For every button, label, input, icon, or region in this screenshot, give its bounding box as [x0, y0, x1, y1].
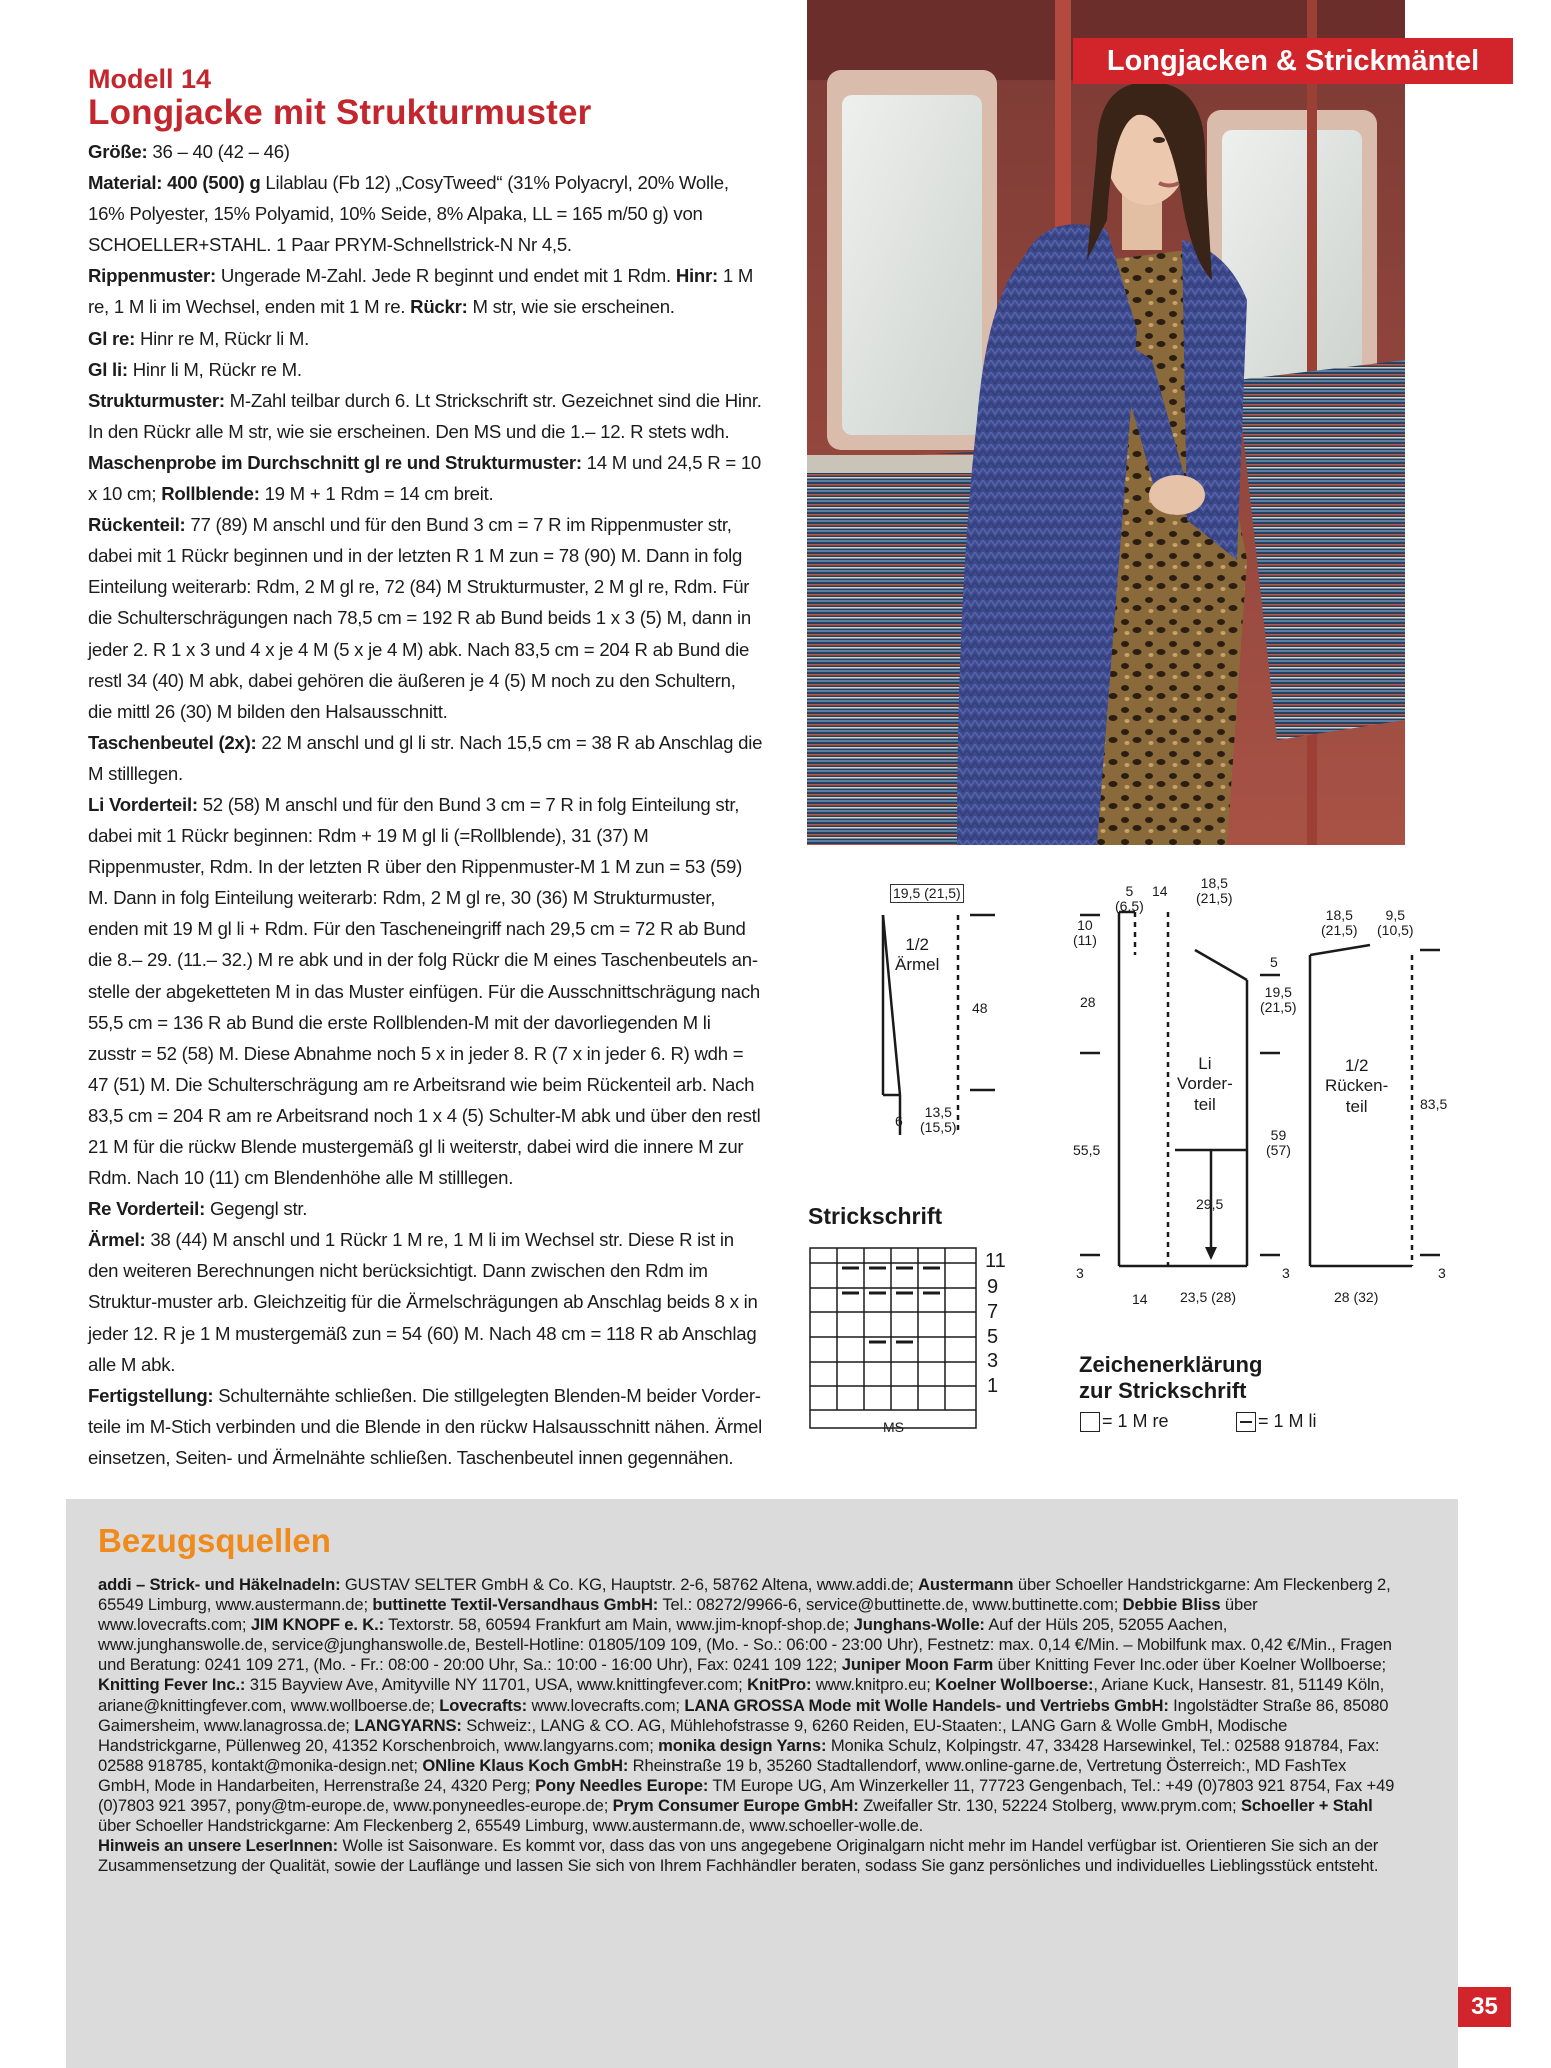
front-right-5: 5 [1270, 954, 1278, 970]
supplier-name: Pony Needles Europe: [535, 1775, 709, 1795]
supplier-details: TM Europe UG, Am Winzerkeller 11, 77723 Gengenbach, Tel.: +49 (0)7803 921 8754, Fax +49 (0)7803 921 3957, pony@tm-europe.de, www.ponyneedles-europe.de; [98, 1775, 1395, 1816]
front-piece-label: Li Vorder- teil [1177, 1054, 1233, 1114]
instruction-text: 19 M + 1 Rdm = 14 cm breit. [259, 483, 494, 505]
front-collar: 10 (11) [1073, 917, 1097, 949]
page-title: Longjacke mit Strukturmuster [88, 93, 592, 132]
instruction-text: Hinr re M, Rückr li M. [135, 327, 310, 349]
instruction-text: 38 (44) M anschl und 1 Rückr 1 M re, 1 M li im Wechsel str. Diese R ist in den weiteren Berechnungen nicht berücksichtigt. Dann zwischen den Rdm im Struktur-muster arb. Gleichzeitig für die Ärmelschrägungen ab Anschlag beids 8 x in jeder 12. R je 1 M mustergemäß zun = 54 (60) M. Nach 48 cm = 118 R ab Anschlag alle M abk. [88, 1229, 758, 1375]
instruction-label: Maschenprobe im Durchschnitt gl re und Strukturmuster: [88, 451, 582, 473]
supplier-details: Zweifaller Str. 130, 52224 Stolberg, www.prym.com; [858, 1796, 1241, 1816]
instruction-text: M-Zahl teilbar durch 6. Lt Strickschrift str. Gezeichnet sind die Hinr. In den Rückr alle M str, wie sie erscheinen. Den MS und die 1.– 12. R stets wdh. [88, 389, 762, 442]
sources-heading: Bezugsquellen [98, 1522, 331, 1559]
supplier-details: Rheinstraße 19 b, 35260 Stadtallendorf, www.online-garne.de, Vertretung Österreich:, MD FashTex GmbH, Mode in Handarbeiten, Herrenstraße 24, 4320 Perg; [98, 1755, 1347, 1795]
supplier-details: GUSTAV SELTER GmbH & Co. KG, Hauptstr. 2-6, 58762 Altena, www.addi.de; [340, 1575, 919, 1594]
instruction-text: 52 (58) M anschl und für den Bund 3 cm = 7 R in folg Einteilung str, dabei mit 1 Rückr beginnen: Rdm + 19 M gl li (=Rollblende), 31 (37) M Rippenmuster, Rdm. In der letzten R über den Rippenmuster-M 1 M zun = 53 (59) M. Dann in folg Einteilung weiterarb: Rdm, 2 M gl re, 30 (36) M Strukturmuster, enden mit 19 M gl li + Rdm. Für den Tascheneingriff nach 29,5 cm = 72 R ab Bund die 8.– 29. (11.– 32.) M re abk und in der folg Rückr die M eines Taschenbeutels an-stelle der abgeketteten M in das Muster einfügen. Für die Ausschnittschrägung nach 55,5 cm = 136 R ab Bund die erste Rollblenden-M mit der davorliegenden M li zusstr = 52 (58) M. Diese Abnahme noch 5 x in jeder 8. R (7 x in jeder 6. R) wdh = 47 (51) M. Die Schulterschrägung am re Arbeitsrand wie beim Rückenteil arb. Nach 83,5 cm = 204 R am re Arbeitsrand noch 1 x 4 (5) Schulter-M abk und über den restl 21 M für die rückw Blende mustergemäß gl li weiterstr, dabei wird die innere M zur Rdm. Nach 10 (11) cm Blendenhöhe alle M stilllegen. [88, 793, 761, 1189]
supplier-details: Schweiz:, LANG & CO. AG, Mühlehofstrasse 9, 6260 Reiden, EU-Staaten:, LANG Garn & Wolle GmbH, Modische Handstrickgarne, Püllenweg 20, 41352 Korschenbroich, www.langyarns.com; [98, 1715, 1288, 1755]
page-number: 35 [1458, 1987, 1511, 2027]
category-banner: Longjacken & Strickmäntel [1073, 38, 1513, 84]
instruction-text: 1 M re, 1 M li im Wechsel, enden mit 1 M re. [88, 265, 754, 318]
supplier-name: Austermann [918, 1575, 1014, 1594]
back-rib: 3 [1438, 1265, 1446, 1281]
front-rib-right: 3 [1282, 1265, 1290, 1281]
front-pocket-height: 29,5 [1196, 1196, 1224, 1212]
supplier-name: KnitPro: [747, 1675, 812, 1695]
supplier-details: , Ariane Kuck, Hansestr. 81, 51149 Köln, ariane@knittingfever.com, www.wollboerse.de; [98, 1675, 1385, 1715]
back-height: 83,5 [1420, 1096, 1448, 1112]
instruction-text: 22 M anschl und gl li str. Nach 15,5 cm = 38 R ab Anschlag die M stilllegen. [88, 731, 763, 784]
photo-woman-in-train-wearing-cardigan [807, 0, 1405, 845]
legend-purl: = 1 M li [1236, 1411, 1317, 1432]
supplier-details: 315 Bayview Ave, Amityville NY 11701, USA, www.knittingfever.com; [245, 1675, 748, 1695]
instruction-text: 77 (89) M anschl und für den Bund 3 cm = 7 R im Rippenmuster str, dabei mit 1 Rückr beginnen und in der letzten R 1 M zun = 78 (90) M. Dann in folg Einteilung weiterarb: Rdm, 2 M gl re, 72 (84) M Strukturmuster, 2 M gl re, Rdm. Für die Schulterschrägungen nach 78,5 cm = 192 R ab Bund beids 1 x 3 (5) M, dann in jeder 2. R 1 x 3 und 4 x je 4 M (5 x je 4 M) abk. Nach 83,5 cm = 204 R ab Bund die restl 34 (40) M abk, dabei gehören die äußeren je 4 (5) M noch zu den Schultern, die mittl 26 (30) M bilden den Halsausschnitt. [88, 514, 751, 722]
supplier-name: Junghans-Wolle: [853, 1615, 985, 1635]
back-bottom: 28 (32) [1334, 1289, 1379, 1305]
sleeve-bottom-width: 13,5 (15,5) [920, 1104, 957, 1136]
chart-repeat-label: MS [883, 1419, 904, 1435]
instruction-label: Li Vorderteil: [88, 793, 198, 815]
instruction-label: Hinr: [675, 265, 718, 287]
supplier-name: Schoeller + Stahl [1240, 1796, 1373, 1816]
supplier-name: LANA GROSSA Mode mit Wolle Handels- und Vertriebs GmbH: [684, 1695, 1169, 1715]
instruction-label: Ärmel: [88, 1229, 146, 1251]
instruction-label: Rückenteil: [88, 514, 186, 536]
supplier-details: über Schoeller Handstrickgarne: Am Fleckenberg 2, 65549 Limburg, www.austermann.de, www.schoeller-wolle.de. [98, 1816, 924, 1836]
instruction-label: Material: 400 (500) g [88, 172, 261, 194]
supplier-name: buttinette Textil-Versandhaus GmbH: [372, 1595, 659, 1615]
supplier-name: Prym Consumer Europe GmbH: [612, 1796, 859, 1816]
instruction-text: Gegengl str. [205, 1198, 308, 1220]
notice-text: Wolle ist Saisonware. Es kommt vor, dass das von uns angegebene Originalgarn nicht mehr im Handel verfügbar ist. Orientieren Sie sich an der Zusammensetzung der Qualität, sowie der Lauflänge und lassen Sie sich von Ihrem Fachhändler beraten, sodass Sie ganz persönliches und individuelles Lieblingsstück entsteht. [98, 1836, 1379, 1876]
chart-row-number: 7 [987, 1301, 999, 1323]
sleeve-cuff: 6 [895, 1113, 903, 1129]
supplier-details: www.lovecrafts.com; [527, 1695, 685, 1715]
supplier-details: www.knitpro.eu; [811, 1675, 936, 1695]
front-rib: 3 [1076, 1265, 1084, 1281]
supplier-details: über Schoeller Handstrickgarne: Am Fleckenberg 2, 65549 Limburg, www.austermann.de; [98, 1575, 1391, 1615]
instruction-label: Rückr: [410, 296, 468, 318]
supplier-name: Knitting Fever Inc.: [98, 1675, 246, 1695]
front-bottom-b: 23,5 (28) [1180, 1289, 1237, 1305]
supplier-name: monika design Yarns: [658, 1735, 827, 1755]
instruction-text: 14 M und 24,5 R = 10 x 10 cm; [88, 451, 762, 505]
instruction-text: Schulternähte schließen. Die stillgelegten Blenden-M beider Vorder-teile im M-Stich verbinden und die Blende in den rückw Halsausschnitt nähen. Ärmel einsetzen, Seiten- und Ärmelnähte schließen. Taschenbeutel innen gegennähen. [88, 1384, 763, 1468]
instruction-label: Größe: [88, 141, 148, 162]
knitting-chart-grid [810, 1248, 976, 1428]
front-bottom-a: 14 [1132, 1291, 1148, 1307]
sleeve-top-width: 19,5 (21,5) [890, 884, 964, 903]
back-top-b: 9,5 (10,5) [1377, 907, 1414, 939]
instruction-label: Re Vorderteil: [88, 1198, 206, 1220]
legend-knit: = 1 M re [1080, 1411, 1169, 1432]
chart-row-number: 5 [987, 1326, 999, 1348]
sleeve-length: 48 [972, 1000, 988, 1016]
supplier-details: Monika Schulz, Kolpingstr. 47, 33428 Harsewinkel, Tel.: 02588 918784, Fax: 02588 918785, kontakt@monika-design.net; [98, 1735, 1380, 1775]
empty-square-icon [1080, 1412, 1100, 1432]
dash-square-icon [1236, 1412, 1256, 1432]
front-total: 59 (57) [1266, 1127, 1291, 1159]
front-shoulder-a: 5 (6,5) [1115, 883, 1144, 915]
supplier-name: Debbie Bliss [1122, 1595, 1221, 1615]
supplier-details: Tel.: 08272/9966-6, service@buttinette.de, www.buttinette.com; [658, 1595, 1123, 1615]
supplier-details: über Knitting Fever Inc.oder über Koelner Wollboerse; [993, 1655, 1386, 1675]
supplier-details: Auf der Hüls 205, 52055 Aachen, www.junghanswolle.de, service@junghanswolle.de, Bestell-Hotline: 01805/109 109, (Mo. - So.: 06:00 - 23:00 Uhr), Festnetz: max. 0,14 €/Min. – Mobilfunk max. 0,42 €/Min., Fragen und Beratung: 0241 109 271, (Mo. - Fr.: 08:00 - 20:00 Uhr, Sa.: 10:00 - 16:00 Uhr), Fax: 0241 109 122; [98, 1615, 1392, 1675]
chart-row-number: 1 [987, 1375, 999, 1397]
back-top-a: 18,5 (21,5) [1321, 907, 1358, 939]
model-photo [807, 0, 1405, 845]
notice-label: Hinweis an unsere LeserInnen: [98, 1836, 339, 1856]
instruction-text: Lilablau (Fb 12) „CosyTweed“ (31% Polyacryl, 20% Wolle, 16% Polyester, 15% Polyamid, 10% Seide, 8% Alpaka, LL = 165 m/50 g) von SCHOELLER+STAHL. 1 Paar PRYM-Schnellstrick-N Nr 4,5. [88, 172, 729, 256]
instruction-label: Rollblende: [161, 483, 260, 505]
model-number: Modell 14 [88, 64, 212, 94]
front-shoulder-b: 14 [1152, 883, 1168, 899]
chart-row-number: 9 [987, 1276, 999, 1298]
instruction-label: Strukturmuster: [88, 389, 225, 411]
chart-row-number: 3 [987, 1350, 999, 1372]
instruction-text: Hinr li M, Rückr re M. [127, 358, 302, 380]
front-height-lower: 55,5 [1073, 1142, 1101, 1158]
instruction-label: Fertigstellung: [88, 1384, 214, 1406]
supplier-details: über www.lovecrafts.com; [98, 1595, 1258, 1635]
instruction-label: Gl li: [88, 358, 128, 380]
legend-heading: Zeichenerklärung zur Strickschrift [1079, 1352, 1263, 1403]
sleeve-label: 1/2 Ärmel [895, 935, 940, 975]
instruction-label: Taschenbeutel (2x): [88, 731, 257, 753]
supplier-details: Textorstr. 58, 60594 Frankfurt am Main, www.jim-knopf-shop.de; [383, 1615, 854, 1635]
front-neck: 18,5 (21,5) [1196, 875, 1233, 907]
chart-heading: Strickschrift [808, 1203, 943, 1229]
supplier-details: Ingolstädter Straße 86, 85080 Gaimersheim, www.lanagrossa.de; [98, 1695, 1389, 1735]
front-height-upper: 28 [1080, 994, 1096, 1010]
back-piece-label: 1/2 Rücken- teil [1325, 1056, 1389, 1116]
supplier-name: ONline Klaus Koch GmbH: [422, 1755, 629, 1775]
instruction-text: Ungerade M-Zahl. Jede R beginnt und endet mit 1 Rdm. [215, 265, 676, 287]
supplier-name: JIM KNOPF e. K.: [250, 1615, 384, 1635]
instruction-label: Rippenmuster: [88, 265, 216, 287]
front-right-width: 19,5 (21,5) [1260, 984, 1297, 1016]
supplier-name: Juniper Moon Farm [841, 1655, 994, 1675]
instruction-text: 36 – 40 (42 – 46) [147, 141, 290, 162]
instruction-label: Gl re: [88, 327, 136, 349]
supplier-name: Koelner Wollboerse: [935, 1675, 1094, 1695]
instruction-text: M str, wie sie erscheinen. [467, 296, 675, 318]
supplier-name: addi – Strick- und Häkelnadeln: [98, 1575, 341, 1594]
chart-row-number: 11 [985, 1250, 1006, 1272]
supplier-name: LANGYARNS: [354, 1715, 462, 1735]
supplier-name: Lovecrafts: [439, 1695, 528, 1715]
sources-text [98, 1575, 1398, 1876]
